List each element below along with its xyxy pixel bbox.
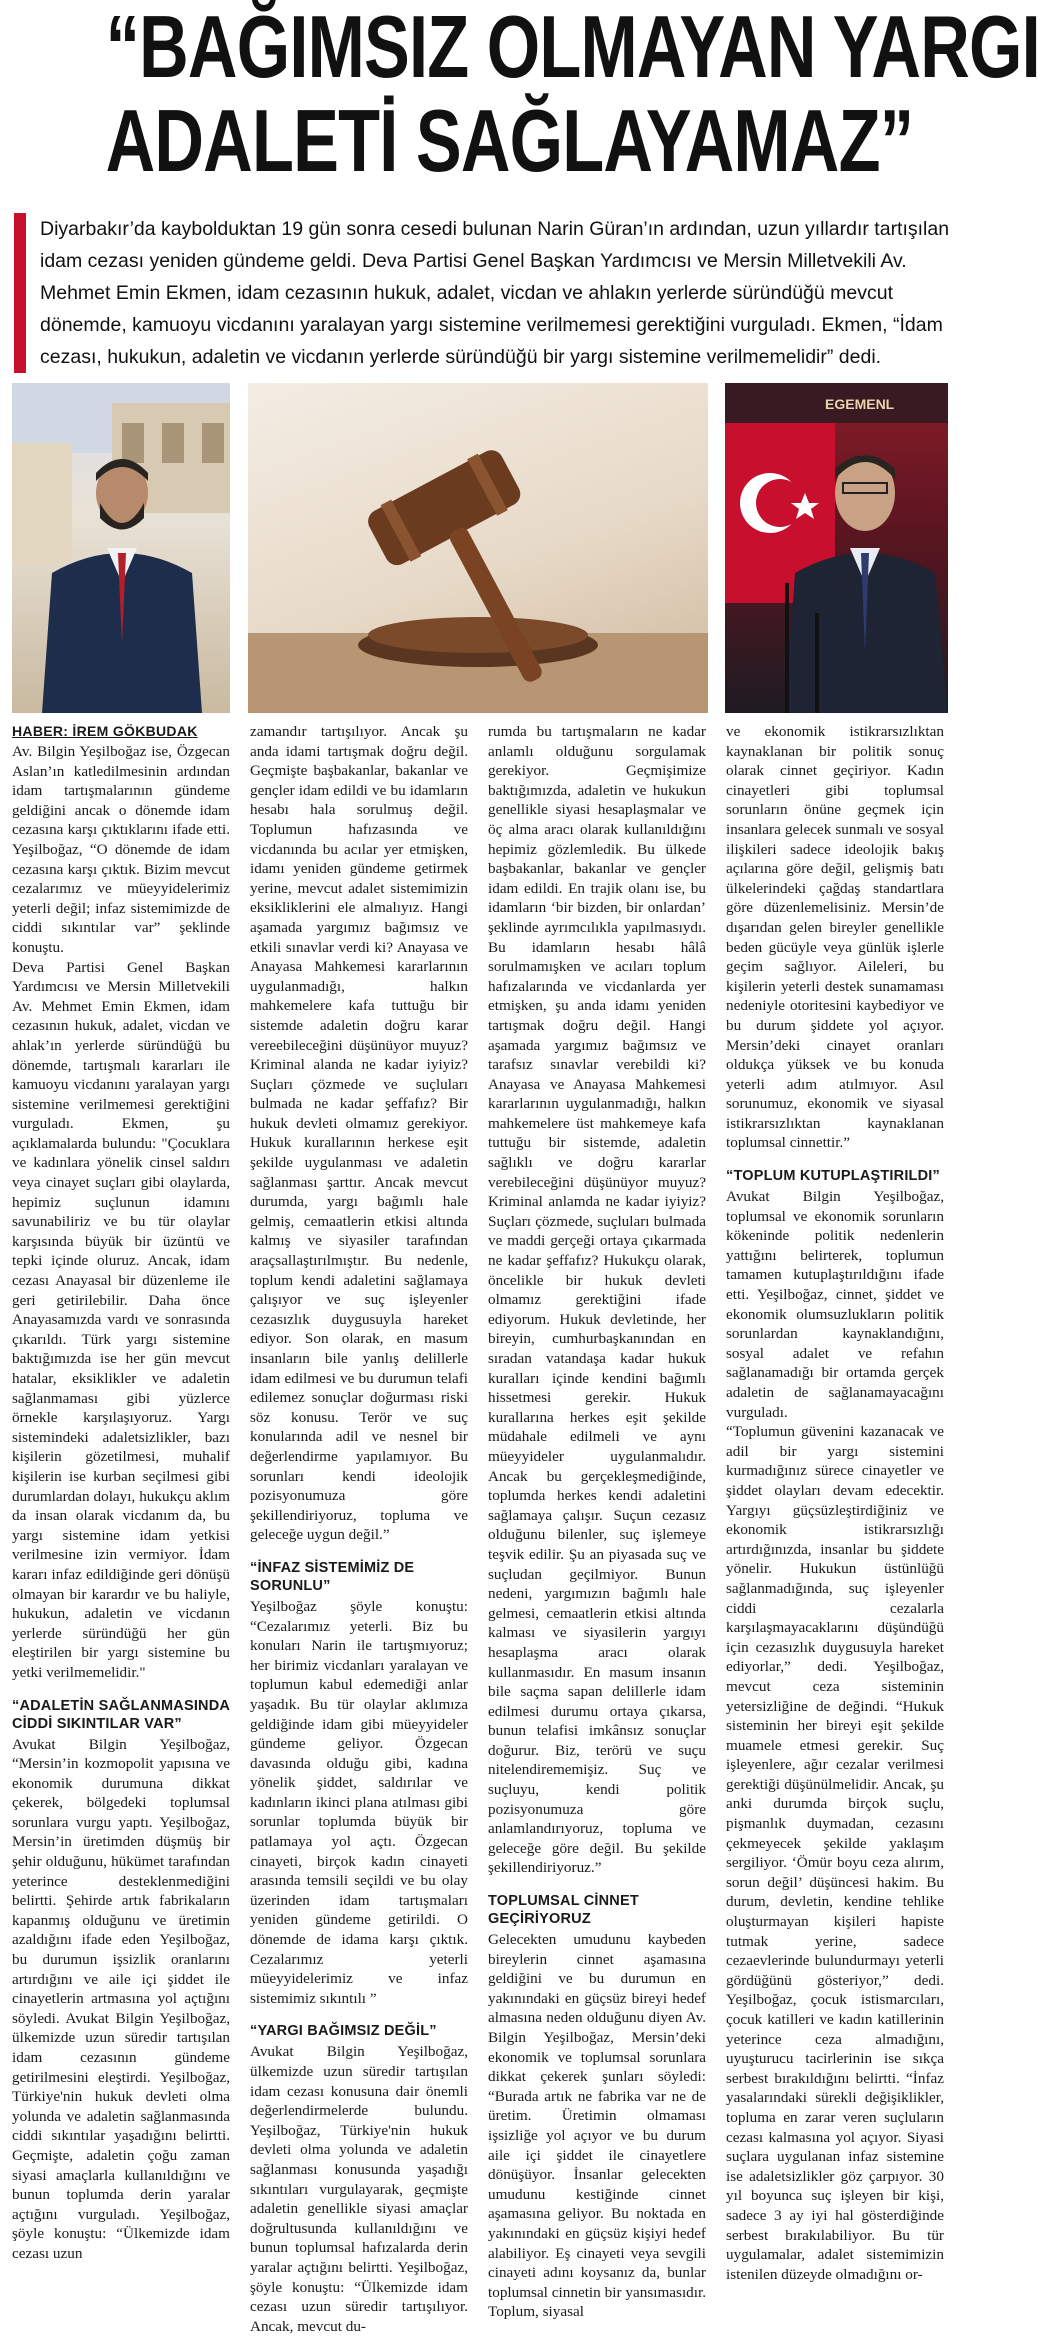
column-3 [488,722,706,2321]
paragraph: Avukat Bilgin Yeşilboğaz, toplumsal ve ekonomik sorunların kökeninde politik nedenlerin yattığını belirterek, toplumun tamamen kutuplaştırıldığını ifade etti. Yeşilboğaz, cinnet, şiddet ve ekonomik olumsuzlukların politik sorunlardan kaynaklandığını, sosyal adalet ve refahın sağlanamadığı bir ortamda gerçek adaletin de sağlanamayacağını vurguladı. [726,1188,944,1421]
gavel-icon [248,383,708,713]
paragraph: Av. Bilgin Yeşilboğaz ise, Özgecan Aslan’ın katledilmesinin ardından idam tartışmalarının gündeme geldiğini ancak o dönemde idam cezasına karşı çıktıklarını ifade etti. Yeşilboğaz, “O dönemde de idam cezasına karşı çıktık. Bizim mevcut cezalarımız ve müeyyidelerimiz yeterli değil; infaz sistemimizde de ciddi sıkıntılar var” şeklinde konuştu. [12,743,230,956]
subheading: TOPLUMSAL CİNNET GEÇİRİYORUZ [488,1893,639,1928]
svg-text:EGEMENL: EGEMENL [825,396,895,412]
article-columns [12,722,948,2335]
paragraph: Gelecekten umudunu kaybeden bireylerin cinnet aşamasına geldiğini ve bu durumun en yakınındaki en güçsüz bireyi hedef almasına neden olduğunu diyen Av. Bilgin Yeşilboğaz, Mersin’deki ekonomik ve toplumsal sorunlara dikkat çekerek şunları söyledi: “Burada artık ne fabrika var ne de üretim. Üretimin olmaması işsizliğe yol açıyor ve bu durum aile içi şiddet ile cinayetlere dönüşüyor. İnsanlar gelecekten umudunu kestiğinde cinnet aşamasına geliyor. Bu noktada en yakınındaki en güçsüz kişiyi hedef alabiliyor. Eş cinayeti veya sevgili cinayeti adını koysanız da, bunlar toplumsal cinnetin bir yansımasıdır. Toplum, siyasal [488,1931,706,2321]
subheading: “YARGI BAĞIMSIZ DEĞİL” [250,2023,437,2040]
paragraph: ve ekonomik istikrarsızlıktan kaynaklanan bir politik sonuç olarak cinnet geçiriyor. Kadın cinayetleri gibi toplumsal sorunların önüne geçmek için insanlara gelecek sunmalı ve sosyal ilişkileri sadece ideolojik bakış açılarına göre değil, gelişmiş batı ülkelerindeki çağdaş standartlara göre düzenlemelisiniz. Mersin’de dışarıdan gelen bireyler genellikle beden gücüyle veya günlük işlerle geçim sağlıyor. Aileleri, bu kişilerin yeterli destek sunamaması nedeniyle otoritesini kaybediyor ve bu durum şiddete yol açıyor. Mersin’deki cinayet oranları oldukça yüksek ve bu konuda yeterli adım atılmıyor. Asıl sorunumuz, ekonomik ve siyasal istikrarsızlıktan kaynaklanan toplumsal cinnettir.” [726,723,944,1152]
paragraph: “Toplumun güvenini kazanacak ve adil bir yargı sistemini kurmadığınız sürece cinayetler ve şiddet olayları devam edecektir. Yargıyı güçsüzleştirdiğiniz ve ekonomik istikrarsızlığı artırdığınızda, insanlar bu şiddete yönelir. Hukukun üstünlüğü sağlanmadığında, suç işleyenler ciddi cezalarla karşılaşmayacaklarını düşündüğü için cezasızlık duygusuyla hareket ediyorlar,” dedi. Yeşilboğaz, mevcut ceza sisteminin yetersizliğine de değindi. “Hukuk sisteminin her bireyi eşit şekilde muamele etmesi gerekir. Suç işleyenlere, ağır cezalar verilmesi gerektiği düşünülmelidir. Ancak, şu anki durumda birçok suçlu, pişmanlık duymadan, cezasını çekmeyecek şekilde yaklaşım sergiliyor. ‘Ömür boyu ceza alırım, sorun değil’ düşüncesi hakim. Bu durum, devletin, kendine tehlike oluşturmayan kişileri hapiste tutmak yerine, sadece cezaevlerinde bulundurmayı yeterli gördüğünü gösteriyor,” dedi. Yeşilboğaz, çocuk istismarcıları, çocuk katilleri ve kadın katillerinin yeterince ceza almadığını, uyuşturucu tacirlerinin ise sıkça serbest bırakıldığını belirtti. “İnfaz yasalarındaki sürekli değişiklikler, topluma en zarar veren suçluların cezası kalmasına yol açıyor. Siyasi suçlara uygulanan infaz sistemine ise adaletsizlikler göz çarpıyor. 30 yıl boyunca suç işleyen bir kişi, sadece 3 ay iyi hal gösterdiğinde serbest bırakılabiliyor. Bu tür uygulamalar, adalet sistemimizin istenilen düzeyde olmadığını or- [726,1423,944,2283]
lead-paragraph: Diyarbakır’da kaybolduktan 19 gün sonra cesedi bulunan Narin Güran’ın ardından, uzun yıllardır tartışılan idam cezası yeniden gündeme geldi. Deva Partisi Genel Başkan Yardımcısı ve Mersin Milletvekili Av. Mehmet Emin Ekmen, idam cezasının hukuk, adalet, vicdan ve ahlakın yerlerde süründüğü mevcut dönemde, kamuoyu vicdanını yaralayan yargı sistemine verilmemesi gerektiğini vurguladı. Ekmen, “İdam cezası, hukukun, adaletin ve vicdanın yerlerde süründüğü bir yargı sistemine verilmemelidir” dedi. [14,213,958,373]
paragraph: Yeşilboğaz şöyle konuştu: “Cezalarımız yeterli. Biz bu konuları Narin ile tartışmıyoruz; her birimiz vicdanları yaralayan ve toplumun kabul edemediği anlar yaşadık. Bu tür olaylar aklımıza geldiğinde idam gibi müeyyideler gündeme geliyor. Özgecan davasında olduğu gibi, kadına yönelik şiddet, saldırılar ve kadınların ikinci plana atılması gibi sorunlar toplumda büyük bir patlamaya yol açtı. Özgecan cinayeti, birçok kadın cinayeti arasında temsili seçildi ve bu olay üzerinden idam tartışmaları yeniden gündeme getirildi. O dönemde de idama karşı çıktık. Cezalarımız yeterli müeyyidelerimiz ve infaz sistemimiz sıkıntılı ” [250,1597,468,2007]
portrait-man-icon [12,383,230,713]
headline-line-2: ADALETİ SAĞLAYAMAZ” [105,91,914,190]
byline: HABER: İREM GÖKBUDAK [12,723,198,739]
paragraph: Deva Partisi Genel Başkan Yardımcısı ve Mersin Milletvekili Av. Mehmet Emin Ekmen, idam cezasının hukuk, adalet, vicdan ve ahlak’ın yerlerde süründüğü bu dönemde, tartışmalı kararları ile kamuoyu vicdanını yaralayan yargı sistemine verilmemesi gerektiğini vurguladı. Ekmen, şu açıklamalarda bulundu: "Çocuklara ve kadınlara yönelik cinsel saldırı veya cinayet suçları gibi olaylarda, hepimiz suçlunun idamını savunabiliriz ve bu tür olaylar karşısında büyük bir üzüntü ve tepki içinde oluruz. Ancak, idam cezası Anayasal bir düzenleme ile geri getirilebilir. Daha önce Anayasamızda vardı ve sonrasında çıkarıldı. Türk yargı sistemine baktığımızda ise her gün mevcut hatalar, eksiklikler ve adaletin sağlanmaması gibi yüzlerce örnekle karşılaşıyoruz. Yargı sistemindeki adaletsizlikler, bazı kişilerin gözetilmesi, muhalif kişilerin ise kurban seçilmesi gibi durumlardan dolayı, hukukçu aklım da insan olarak vicdanım da, bu yargı sistemine idam yetkisi verilmesine izin vermiyor. İdam kararı infaz edildiğinde geri dönüşü olmayan bir karardır ve bu haliyle, hukukun, adaletin ve vicdanın yerlerde süründüğü her gün eleştirilen bir yargı sistemine bu yetki verilmemelidir." [12,958,230,1681]
subheading: “İNFAZ SİSTEMİMİZ DE SORUNLU” [250,1559,415,1594]
paragraph: zamandır tartışılıyor. Ancak şu anda idami tartışmak doğru değil. Geçmişte başbakanlar, bakanlar ve gençler idam edildi ve bu idamların hesabı hala sorulmuş değil. Toplumun hafızasında ve vicdanında bu acılar yer etmişken, idamı yeniden gündeme getirmek yerine, mevcut adalet sistemimizin eksikliklerini ele almalıyız. Hangi aşamada yargımız bağımsız ve etkili sınavlar verdi ki? Anayasa ve Anayasa Mahkemesi kararlarının uygulanmadığı, halkın mahkemelere kafa tuttuğu bir sistemde adaletin doğru karar vereebileceğini düşünüyor muyuz? Kriminal alanda ne kadar iyiyiz? Suçları çözmede ve suçluları bulmada ne kadar şeffafız? Bir hukuk devleti olmamız gerekiyor. Hukuk kurallarının herkese eşit şekilde uygulanması ve adaletin sağlanması şarttır. Ancak mevcut durumda, yargı bağımlı hale gelmiş, cemaatlerin etkisi altında kalmış ve siyasiler tarafından araçsallaştırılmıştır. Bu nedenle, toplum kendi adaletini sağlamaya çalışıyor ve suç işleyenler cezasızlık duygusuyla hareket ediyor. Son olarak, en masum insanların bile yanlış delillerle idam edilmesi ve bu durumun telafi edilemez sonuçlar doğurması riski söz konusu. Terör ve suç konularında adil ve nesnel bir değerlendirme yapılamıyor. Bu sorunları kendi ideolojik pozisyonumuza göre şekillendiriyoruz, topluma ve geleceğe uygun değil.” [250,723,468,1544]
paragraph: Avukat Bilgin Yeşilboğaz, “Mersin’in kozmopolit yapısına ve ekonomik durumuna dikkat çekerek, bölgedeki toplumsal sorunlara vurgu yaptı. Yeşilboğaz, Mersin’in üretimden düşmüş bir şehir olduğunu, hükümet tarafından yeterince desteklenmediğini belirtti. Şehirde artık fabrikaların kapanmış olduğunu ve üretimin azaldığını ifade eden Yeşilboğaz, bu durumun işsizlik oranlarını artırdığını ve aile içi şiddet ile cinayetlerin artmasına yol açtığını söyledi. Avukat Bilgin Yeşilboğaz, ülkemizde uzun süredir tartışılan idam cezasının gündeme getirilmesini eleştirdi. Yeşilboğaz, Türkiye'nin hukuk devleti olma yolunda ve adaletin sağlanmasında ciddi sıkıntılar yaşadığını belirtti. Geçmişte, adaletin çoğu zaman siyasi amaçlarla kullanıldığını ve bunun toplumda derin yaralar açtığını vurguladı. Yeşilboğaz, şöyle konuştu: “Ülkemizde idam cezası uzun [12,1735,230,2262]
photo-mehmet-emin-ekmen [725,383,948,713]
column-2 [250,722,468,2335]
column-1 [12,722,230,2272]
paragraph: Avukat Bilgin Yeşilboğaz, ülkemizde uzun süredir tartışılan idam cezası konusuna dair önemli değerlendirmelerde bulundu. Yeşilboğaz, Türkiye'nin hukuk devleti olma yolunda ve adaletin sağlanması konusunda yaşadığı sıkıntıları vurgulayarak, geçmişte adaletin genellikle siyasi amaçlar doğrultusunda kullanıldığını ve bunun toplumsal hafızalarda derin yaralar açtığını belirtti. Yeşilboğaz, şöyle konuştu: “Ülkemizde idam cezası uzun süredir tartışılıyor. Ancak, mevcut du- [250,2043,468,2335]
portrait-man-icon [725,383,948,713]
photo-gavel [248,383,708,713]
column-4 [726,722,944,2283]
subheading: “TOPLUM KUTUPLAŞTIRILDI” [726,1168,940,1185]
photo-bilgin-yesilboğaz [12,383,230,713]
paragraph: rumda bu tartışmaların ne kadar anlamlı olduğunu sorgulamak gerekiyor. Geçmişimize baktığımızda, adaletin ve hukukun genellikle siyasi hesaplaşmalar ve öç alma aracı olarak kullanıldığını hepimiz gözlemledik. Bu ülkede başbakanlar, bakanlar ve gençler idam edildi. En trajik olanı ise, bu idamların ‘bir bizden, bir onlardan’ şeklinde ayrımcılıkla yapılmasıydı. Bu idamların hesabı hâlâ sorulmamışken ve acıları toplum hafızalarında ve vicdanlarda yer etmişken, şu anda idamı yeniden tartışmak doğru değil. Hangi aşamada yargımız bağımsız ve tarafsız sınavlar verebildi ki? Anayasa ve Anayasa Mahkemesi kararlarının uygulanmadığı, halkın mahkemelere üst mahkemeye kafa tuttuğu bir sistemde, adaletin sağlıklı ve doğru kararlar verebileceğini düşünüyor muyuz? Kriminal anlamda ne kadar iyiyiz? Suçları çözmede, suçluları bulmada ve maddi gerçeği ortaya çıkarmada ne kadar şeffafız? Hukukçu olarak, öncelikle bir hukuk devleti olmamız gerektiğini ifade ediyorum. Hukuk devletinde, her bireyin, cumhurbaşkanından en sıradan vatandaşa kadar hukuk kuralları içinde kendini bağımlı hissetmesi gerekir. Hukuk kurallarına herkes eşit şekilde müdahale edilmeli ve aynı müeyyideler uygulanmalıdır. Ancak bu gerçekleşmediğinde, toplumda herkes kendi adaletini sağlamaya çalışır. Suçun cezasız olduğunu bilenler, suç işlemeye teşvik edilir. Şu an piyasada suç ve suçludan geçilmiyor. Bunun nedeni, yargımızın bağımlı hale gelmesi, cemaatlerin etkisi altında kalması ve siyasilerin yargıyı hesaplaşma aracı olarak kullanmasıdır. En masum insanın bile saçma sapan delillerle idam edilmesi durumu ortaya çıkarsa, bunun telafisi imkânsız sonuçlar doğurur. Biz, terörü ve suçu nitelendirememişiz. Suç ve suçluyu, kendi politik pozisyonumuza göre anlamlandırıyoruz, topluma ve geleceğe göre değil. Bu şekilde şekillendiriyoruz.” [488,723,706,1877]
subheading: “ADALETİN SAĞLANMASINDA CİDDİ SIKINTILAR VAR” [12,1697,230,1732]
headline [105,0,1040,200]
headline-line-1: “BAĞIMSIZ OLMAYAN YARGI [105,0,1040,96]
